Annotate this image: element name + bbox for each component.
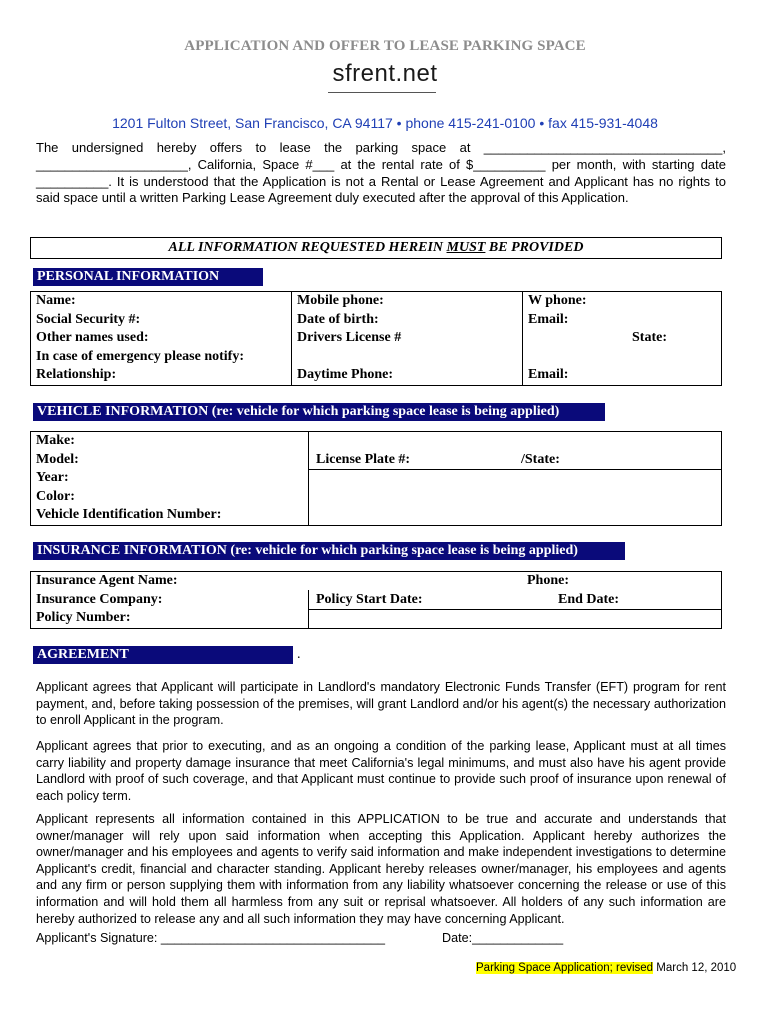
insurance-company-field[interactable]: Insurance Company: xyxy=(36,592,163,607)
year-field[interactable]: Year: xyxy=(36,470,69,485)
name-field[interactable]: Name: xyxy=(36,293,76,308)
make-field[interactable]: Make: xyxy=(36,433,75,448)
work-phone-field[interactable]: W phone: xyxy=(528,293,587,308)
logo-text: sfrent.net xyxy=(332,60,438,87)
emergency-email-field[interactable]: Email: xyxy=(528,367,569,382)
intro-paragraph: The undersigned hereby offers to lease the parking space at _________________________________, _____________________, California, Space #___ at the rental rate of $__________ per month, with starting date __________. It is understood that the Application is not a Rental or Lease Agreement and Applicant has no rights to said space until a written Parking Lease Agreement duly executed after the approval of this Application. xyxy=(36,140,726,206)
email-field[interactable]: Email: xyxy=(528,312,569,327)
notice-before: ALL INFORMATION REQUESTED HEREIN xyxy=(168,240,447,255)
vin-field[interactable]: Vehicle Identification Number: xyxy=(36,507,222,522)
relationship-field[interactable]: Relationship: xyxy=(36,367,117,382)
drivers-license-field[interactable]: Drivers License # xyxy=(297,330,402,345)
page-title: APPLICATION AND OFFER TO LEASE PARKING SPACE xyxy=(184,38,586,54)
agreement-insurance-paragraph: Applicant agrees that prior to executing, and as an ongoing a condition of the parking lease, Applicant must at all times carry liability and property damage insurance that meet California's legal minimums, and must also have his agent provide Landlord with proof of such coverage, and that Applicant must continue to provide such proof of insurance upon renewal of each policy term. xyxy=(36,739,726,803)
policy-end-date-field[interactable]: End Date: xyxy=(558,592,620,607)
logo xyxy=(330,60,440,88)
office-address: 1201 Fulton Street, San Francisco, CA 94117 • phone 415-241-0100 • fax 415-931-4048 xyxy=(112,115,658,131)
column-divider xyxy=(522,292,523,385)
row-divider xyxy=(308,469,721,470)
insurance-agent-field[interactable]: Insurance Agent Name: xyxy=(36,573,178,588)
agreement-heading: AGREEMENT xyxy=(33,646,293,664)
color-field[interactable]: Color: xyxy=(36,489,75,504)
notice-emphasis: MUST xyxy=(446,240,486,255)
revision-highlight: Parking Space Application; revised xyxy=(476,962,654,974)
emergency-contact-field[interactable]: In case of emergency please notify: xyxy=(36,349,245,364)
notice-box xyxy=(30,237,722,259)
notice-after: BE PROVIDED xyxy=(485,240,584,255)
license-state-field[interactable]: State: xyxy=(632,330,667,345)
column-divider xyxy=(291,292,292,385)
policy-number-field[interactable]: Policy Number: xyxy=(36,610,131,625)
notice-text xyxy=(169,240,584,255)
agreement-eft-paragraph: Applicant agrees that Applicant will participate in Landlord's mandatory Electronic Funds Transfer (EFT) program for rent payment, and, before taking possession of the premises, will grant Landlord and/or his agent(s) the necessary authorization to enroll Applicant in the program. xyxy=(36,680,726,728)
signature-date-field[interactable]: Date:_____________ xyxy=(442,931,564,945)
mobile-phone-field[interactable]: Mobile phone: xyxy=(297,293,384,308)
policy-start-date-field[interactable]: Policy Start Date: xyxy=(316,592,423,607)
daytime-phone-field[interactable]: Daytime Phone: xyxy=(297,367,394,382)
model-field[interactable]: Model: xyxy=(36,452,79,467)
other-names-field[interactable]: Other names used: xyxy=(36,330,149,345)
date-of-birth-field[interactable]: Date of birth: xyxy=(297,312,379,327)
row-divider xyxy=(308,609,721,610)
agreement-dot: . xyxy=(297,647,301,662)
column-divider xyxy=(308,432,309,470)
logo-underline xyxy=(328,92,436,93)
revision-date: March 12, 2010 xyxy=(653,962,737,974)
applicant-signature-field[interactable]: Applicant's Signature: ________________________________ xyxy=(36,931,386,945)
agent-phone-field[interactable]: Phone: xyxy=(527,573,569,588)
personal-info-table xyxy=(30,291,722,386)
insurance-info-table xyxy=(30,571,722,629)
agreement-authorization-paragraph: Applicant represents all information contained in this APPLICATION to be true and accurate and understands that owner/manager will rely upon said information when accepting this Application. Applicant hereby authorizes the owner/manager and his employees and agents to verify said information and make independent investigations to determine Applicant's credit, financial and character standing. Applicant hereby releases owner/manager, his employees and agents and any firm or person supplying them with information from any liability whatsoever concerning the release or use of this information and will hold them all harmless from any suit or reprisal whatsoever. All holders of any such information are hereby authorized to release any and all such information they may have concerning Applicant. xyxy=(36,812,726,926)
insurance-info-heading: INSURANCE INFORMATION (re: vehicle for which parking space lease is being applied) xyxy=(33,542,625,560)
vehicle-info-table xyxy=(30,431,722,526)
ssn-field[interactable]: Social Security #: xyxy=(36,312,141,327)
license-plate-field[interactable]: License Plate #: xyxy=(316,452,411,467)
plate-state-field[interactable]: /State: xyxy=(521,452,560,467)
personal-info-heading: PERSONAL INFORMATION xyxy=(33,268,263,286)
column-divider xyxy=(308,469,309,525)
revision-footer xyxy=(476,962,736,974)
vehicle-info-heading: VEHICLE INFORMATION (re: vehicle for which parking space lease is being applied) xyxy=(33,403,605,421)
